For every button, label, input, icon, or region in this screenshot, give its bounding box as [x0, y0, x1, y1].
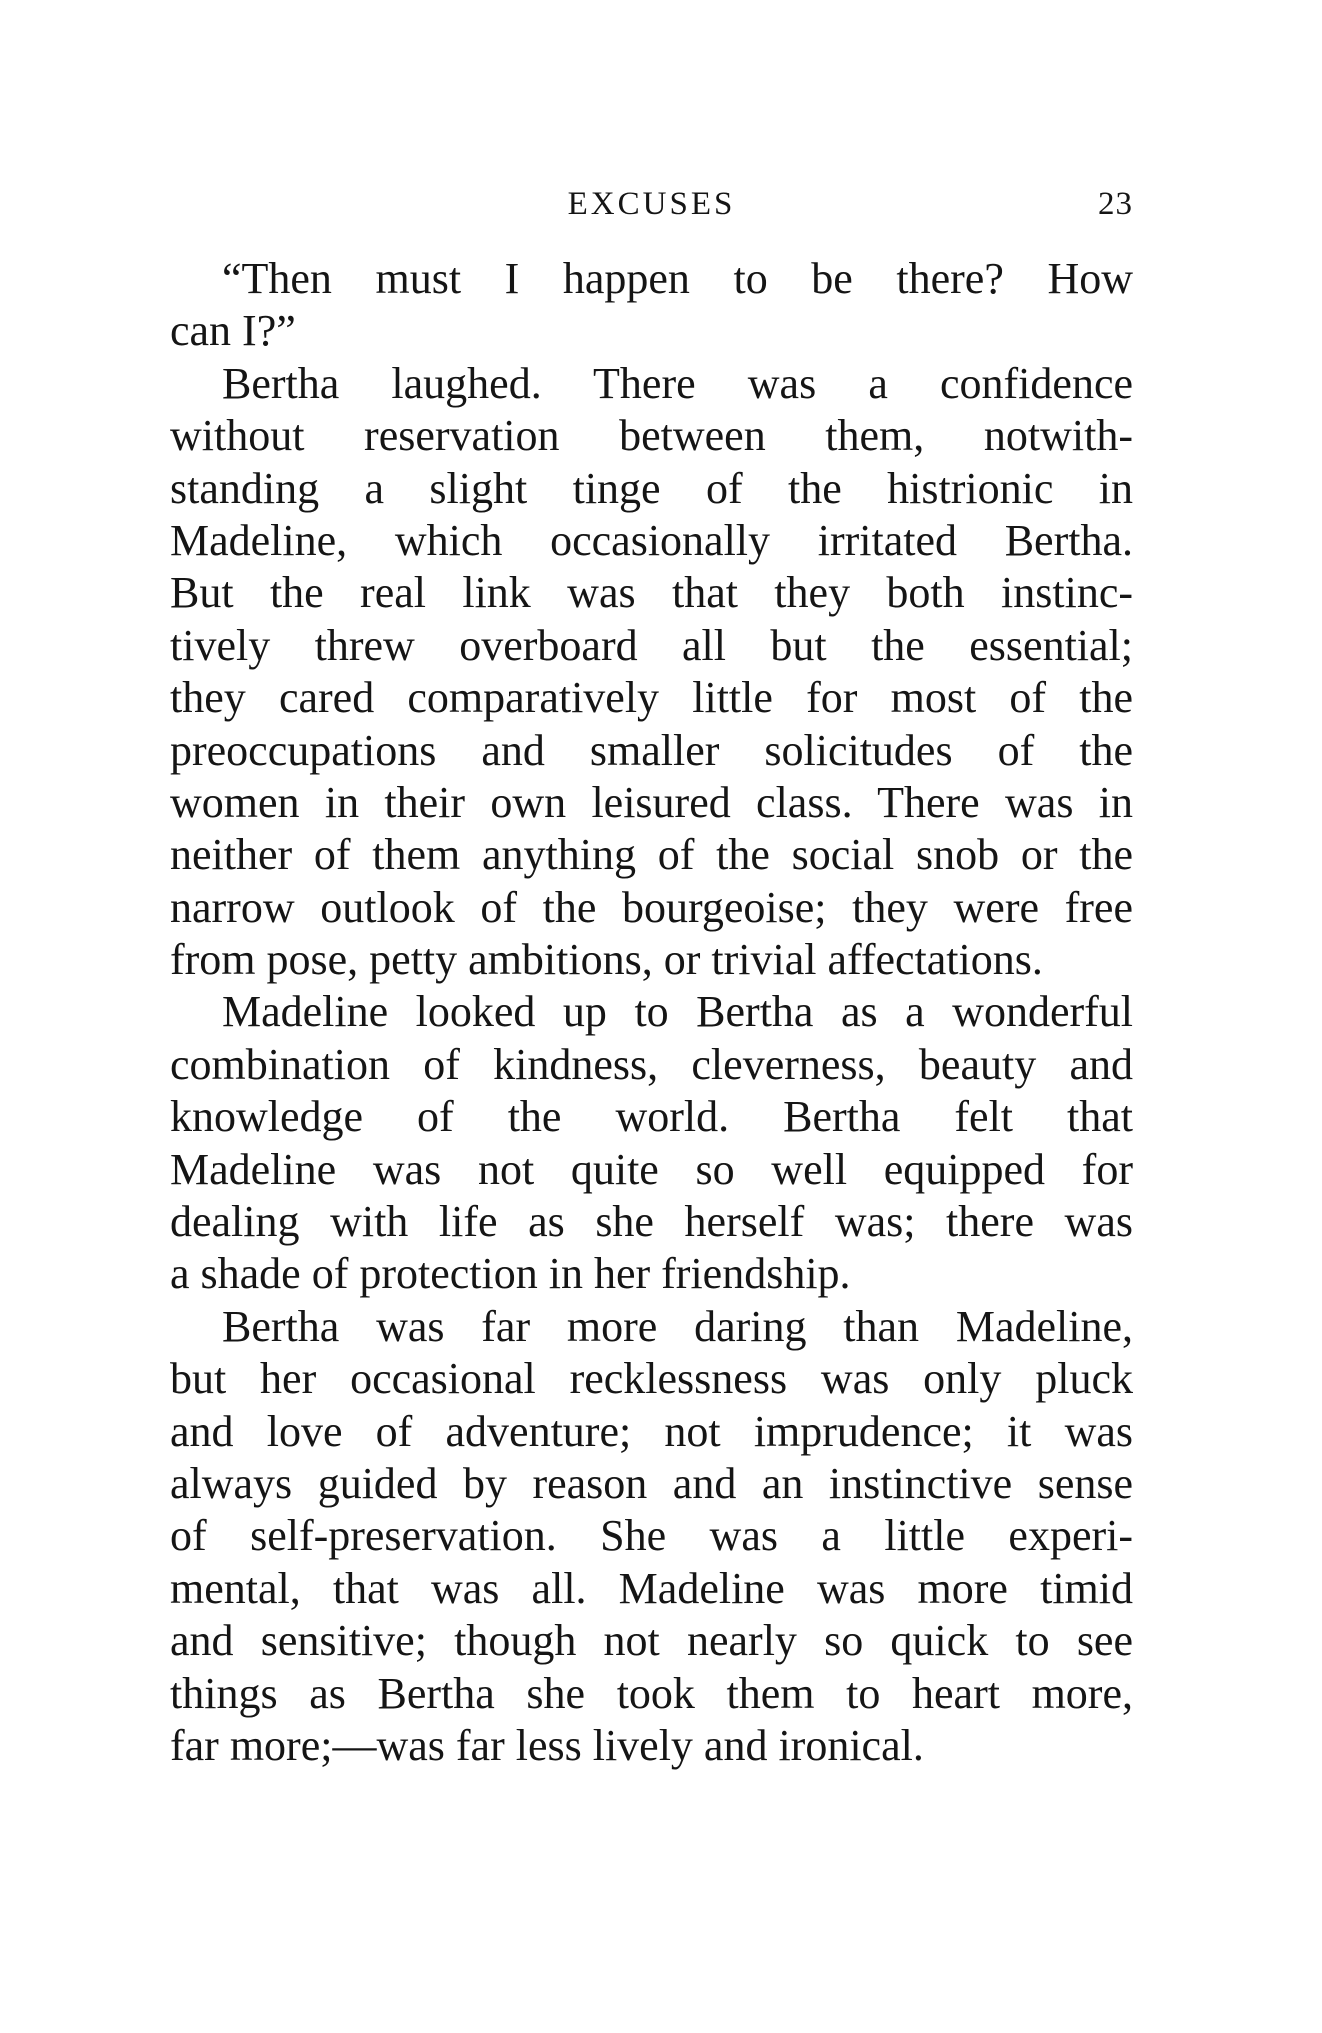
text-line: from pose, petty ambitions, or trivial affectations. [170, 935, 1043, 985]
text-line: and sensitive; though not nearly so quick to see [170, 1616, 1133, 1666]
page-number: 23 [1098, 186, 1133, 222]
text-line: dealing with life as she herself was; there was [170, 1197, 1133, 1247]
text-line: preoccupations and smaller solicitudes of the [170, 725, 1133, 775]
text-line: neither of them anything of the social snob or the [170, 830, 1133, 880]
running-head [170, 186, 1133, 236]
text-line: combination of kindness, cleverness, beauty and [170, 1039, 1133, 1089]
text-line: women in their own leisured class. There was in [170, 777, 1133, 827]
text-line: and love of adventure; not imprudence; it was [170, 1406, 1133, 1456]
text-line: Madeline, which occasionally irritated Bertha. [170, 515, 1133, 565]
text-line: But the real link was that they both instinc- [170, 568, 1133, 618]
text-line: but her occasional recklessness was only pluck [170, 1354, 1133, 1404]
text-line: of self-preservation. She was a little experi- [170, 1511, 1133, 1561]
text-line: narrow outlook of the bourgeoise; they were free [170, 882, 1133, 932]
text-line: they cared comparatively little for most of the [170, 673, 1133, 723]
text-line: without reservation between them, notwith- [170, 411, 1133, 461]
text-line: can I?” [170, 306, 296, 356]
text-line: Madeline looked up to Bertha as a wonderful [222, 987, 1133, 1037]
running-title: EXCUSES [567, 186, 736, 222]
text-line: Bertha laughed. There was a confidence [222, 358, 1133, 408]
text-line: standing a slight tinge of the histrionic in [170, 463, 1133, 513]
text-line: always guided by reason and an instinctive sense [170, 1458, 1133, 1508]
text-line: Madeline was not quite so well equipped for [170, 1144, 1133, 1194]
text-line: “Then must I happen to be there? How [222, 254, 1133, 303]
text-line: Bertha was far more daring than Madeline, [222, 1301, 1133, 1351]
text-line: a shade of protection in her friendship. [170, 1249, 851, 1299]
text-line: things as Bertha she took them to heart more, [170, 1668, 1133, 1718]
text-line: far more;—was far less lively and ironical. [170, 1720, 924, 1770]
body-text [170, 253, 1133, 1772]
text-line: knowledge of the world. Bertha felt that [170, 1092, 1133, 1142]
text-line: tively threw overboard all but the essential; [170, 620, 1133, 670]
text-line: mental, that was all. Madeline was more timid [170, 1563, 1133, 1613]
